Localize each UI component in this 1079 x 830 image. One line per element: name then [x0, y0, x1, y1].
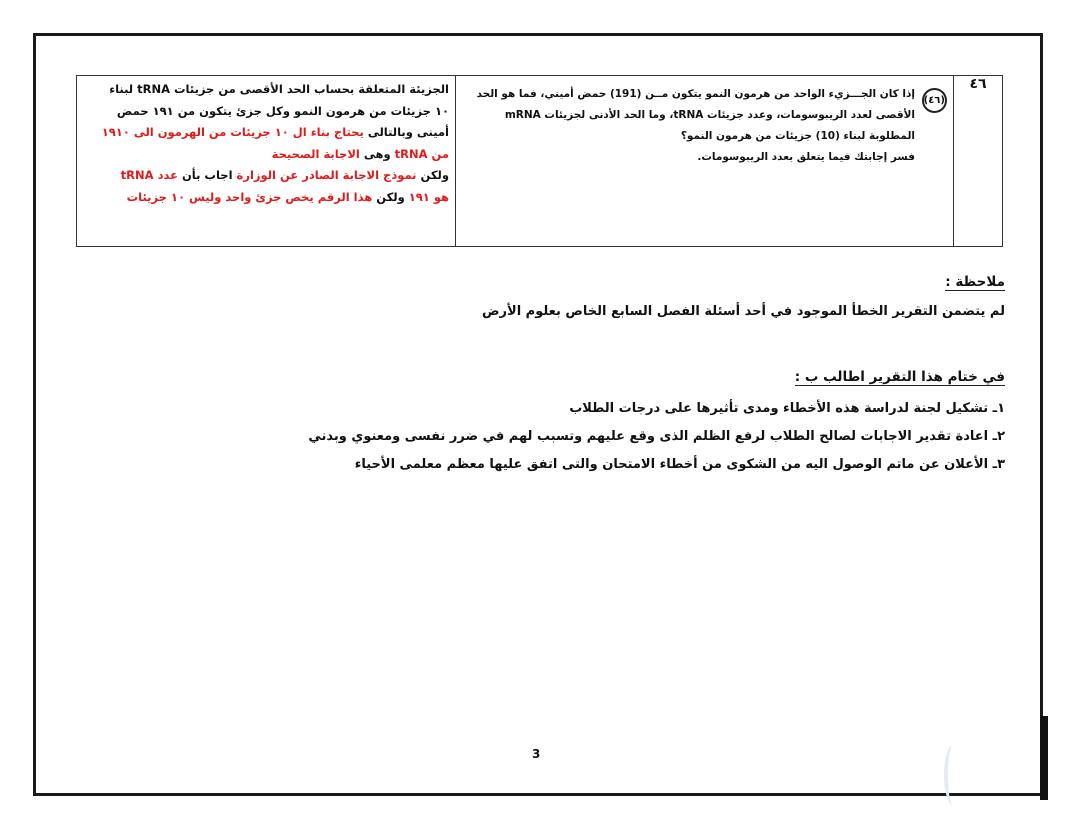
question-badge: (٤٦): [922, 88, 947, 113]
question-line: الأقصى لعدد الريبوسومات، وعدد جزيئات tRNA، وما الحد الأدنى لجزيئات mRNA: [504, 109, 915, 121]
scan-dark-edge: [1040, 716, 1048, 800]
demands-list: [305, 395, 1005, 479]
page-number: 3: [532, 747, 541, 761]
question-number: ٤٦: [969, 76, 987, 92]
answer-highlight: عدد tRNA: [120, 168, 178, 182]
question-number-cell: [954, 76, 1003, 247]
demand-item: ٢ـ اعادة تقدير الاجابات لصالح الطلاب لرفع الظلم الذى وقع عليهم وتسبب لهم في ضرر نفسى ومعنوي وبدني: [308, 429, 1005, 444]
answer-line: [81, 187, 449, 209]
answer-cell: [77, 76, 456, 247]
answer-segment: اجاب بأن: [177, 168, 237, 182]
answer-segment: أمينى وبالتالى: [363, 125, 449, 139]
answer-line: [81, 122, 449, 144]
answer-segment: ولكن: [416, 168, 449, 182]
answer-line: [81, 165, 449, 187]
answer-segment: ولكن: [372, 189, 409, 204]
closing-title: في ختام هذا التقرير اطالب ب :: [794, 369, 1005, 385]
question-line: فسر إجابتك فيما يتعلق بعدد الريبوسومات.: [697, 151, 915, 163]
question-line: المطلوبة لبناء (10) جزيئات من هرمون النمو؟: [680, 130, 915, 142]
question-cell: [456, 76, 954, 247]
answer-line: [81, 101, 449, 123]
question-text: [464, 84, 915, 168]
scan-artifact: [944, 745, 962, 805]
closing-section: [305, 367, 1005, 479]
answer-segment: وهى: [359, 146, 395, 161]
question-line: إذا كان الجـــزيء الواحد من هرمون النمو يتكون مــن (191) حمض أميني، فما هو الحد: [476, 88, 915, 100]
note-title: ملاحظة :: [945, 274, 1005, 290]
answer-segment: الجزيئة المتعلقة بحساب الحد الأقصى من جزيئات tRNA لبناء: [109, 82, 449, 96]
answer-highlight: نموذج الاجابة الصادر عن الوزارة: [236, 168, 417, 182]
answer-highlight: هو ١٩١: [408, 189, 449, 204]
note-body: لم يتضمن التقرير الخطأ الموجود في أحد أسئلة الفصل السابع الخاص بعلوم الأرض: [482, 304, 1005, 319]
answer-highlight: هذا الرقم يخص جزئ واحد وليس ١٠ جزيئات: [126, 189, 373, 204]
answer-highlight: الاجابة الصحيحة: [271, 146, 360, 161]
answer-highlight: من tRNA: [394, 146, 449, 161]
answer-line: [81, 79, 449, 101]
answer-highlight: يحتاج بناء ال ١٠ جزيئات من الهرمون الى ١٩١٠: [101, 125, 364, 139]
answer-line: [81, 144, 449, 166]
answer-segment: ١٠ جزيئات من هرمون النمو وكل جزئ يتكون من ١٩١ حمض: [116, 103, 449, 118]
question-table: [76, 75, 1003, 247]
note-section: [305, 272, 1005, 322]
demand-item: ١ـ تشكيل لجنة لدراسة هذه الأخطاء ومدى تأثيرها على درجات الطلاب: [569, 401, 1005, 416]
answer-text: [77, 76, 455, 208]
demand-item: ٣ـ الأعلان عن ماتم الوصول اليه من الشكوى من أخطاء الامتحان والتى اتفق عليها معظم معلمى الأحياء: [354, 457, 1005, 472]
